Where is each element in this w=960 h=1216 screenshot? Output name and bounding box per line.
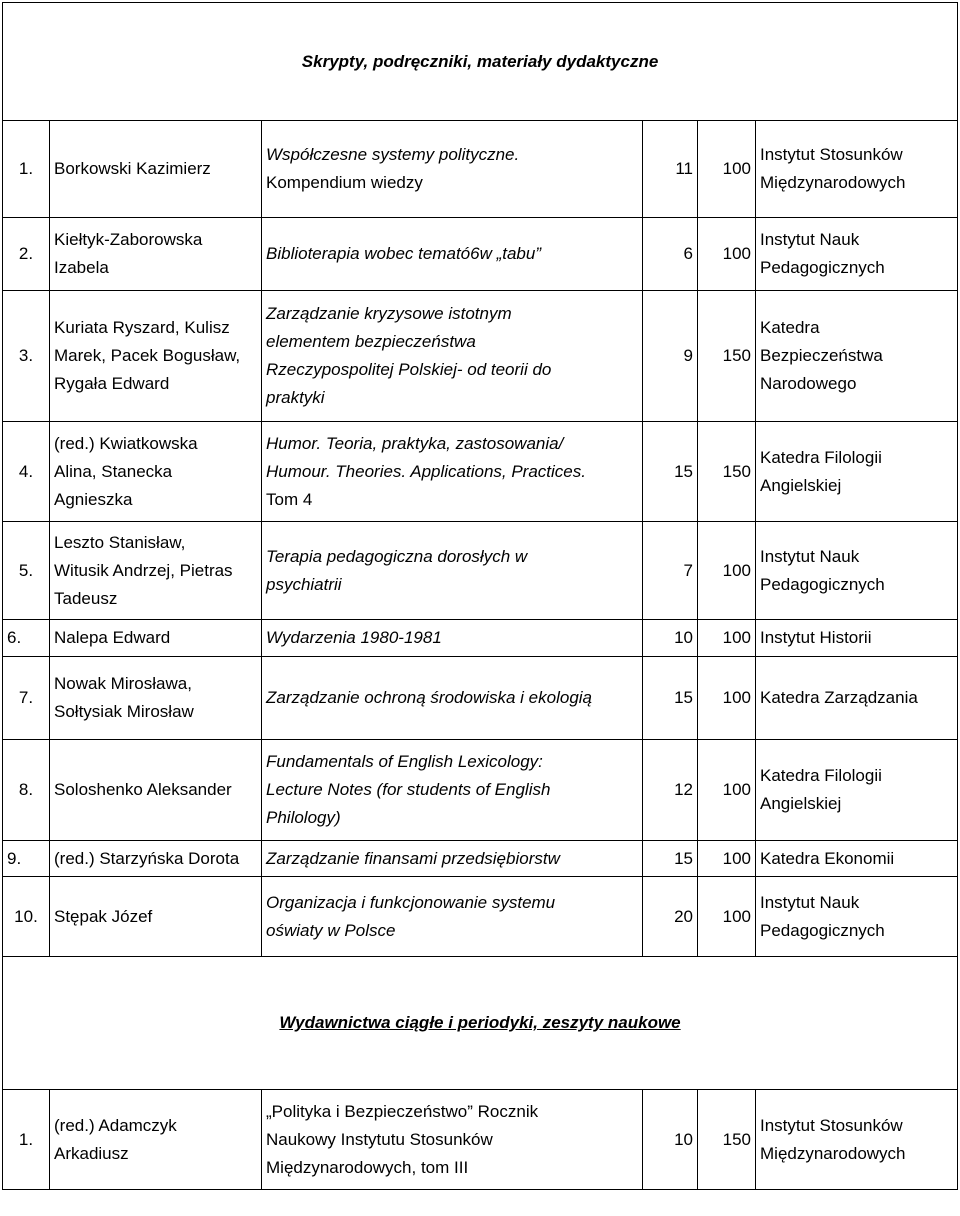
title-line: Tom 4: [266, 489, 313, 509]
copies-cell: 150: [698, 1090, 756, 1190]
sheets-cell: 20: [643, 877, 698, 957]
title-line: „Polityka i Bezpieczeństwo” Rocznik: [266, 1101, 539, 1121]
unit-line: Angielskiej: [760, 794, 842, 813]
unit-cell: [756, 877, 958, 957]
title-cell: [262, 121, 643, 218]
title-line: Naukowy Instytutu Stosunków: [266, 1129, 493, 1149]
copies-cell: 100: [698, 522, 756, 620]
row-number: 6.: [3, 620, 50, 657]
author-line: Nalepa Edward: [54, 628, 171, 647]
table-row: [3, 740, 958, 841]
author-cell: [50, 522, 262, 620]
title-cell: [262, 620, 643, 657]
row-number: 8.: [3, 740, 50, 841]
unit-line: Pedagogicznych: [760, 920, 885, 940]
title-line: elementem bezpieczeństwa: [266, 332, 476, 351]
title-line: Kompendium wiedzy: [266, 173, 423, 192]
sheets-cell: 15: [643, 841, 698, 877]
title-line: Współczesne systemy polityczne.: [266, 145, 520, 164]
publications-table: [2, 2, 958, 1190]
title-line: Zarządzanie ochroną środowiska i ekologią: [266, 688, 593, 707]
title-line: oświaty w Polsce: [266, 920, 396, 940]
row-number: 9.: [3, 841, 50, 877]
unit-line: Katedra Ekonomii: [760, 848, 895, 868]
unit-line: Katedra: [760, 318, 820, 337]
unit-cell: [756, 620, 958, 657]
title-line: Humor. Teoria, praktyka, zastosowania/: [266, 433, 564, 453]
unit-line: Instytut Historii: [760, 628, 872, 647]
unit-cell: [756, 121, 958, 218]
unit-line: Instytut Nauk: [760, 546, 860, 566]
sheets-cell: 6: [643, 218, 698, 291]
unit-cell: [756, 740, 958, 841]
title-cell: [262, 522, 643, 620]
author-line: Agnieszka: [54, 489, 133, 509]
table-row: [3, 522, 958, 620]
unit-cell: [756, 218, 958, 291]
author-line: Alina, Stanecka: [54, 461, 173, 481]
sheets-cell: 11: [643, 121, 698, 218]
table-row: [3, 841, 958, 877]
author-line: Stępak Józef: [54, 906, 153, 926]
author-cell: [50, 291, 262, 422]
copies-cell: 150: [698, 422, 756, 522]
title-line: Philology): [266, 808, 341, 827]
title-line: Lecture Notes (for students of English: [266, 780, 551, 799]
unit-cell: [756, 657, 958, 740]
unit-line: Katedra Filologii: [760, 447, 882, 467]
author-line: Kuriata Ryszard, Kulisz: [54, 318, 230, 337]
sheets-cell: 7: [643, 522, 698, 620]
copies-cell: 100: [698, 877, 756, 957]
table-row: [3, 877, 958, 957]
row-number: 3.: [3, 291, 50, 422]
table-row: [3, 218, 958, 291]
unit-cell: [756, 841, 958, 877]
unit-line: Instytut Nauk: [760, 892, 860, 912]
title-line: Międzynarodowych, tom III: [266, 1157, 469, 1177]
sheets-cell: 12: [643, 740, 698, 841]
author-line: (red.) Starzyńska Dorota: [54, 848, 240, 868]
author-cell: [50, 121, 262, 218]
title-line: Humour. Theories. Applications, Practices.: [266, 461, 586, 481]
unit-cell: [756, 522, 958, 620]
section-title-periodicals: Wydawnictwa ciągłe i periodyki, zeszyty naukowe: [3, 957, 958, 1090]
title-cell: [262, 291, 643, 422]
title-line: Wydarzenia 1980-1981: [266, 628, 442, 647]
unit-line: Międzynarodowych: [760, 173, 906, 192]
unit-line: Instytut Stosunków: [760, 145, 903, 164]
copies-cell: 100: [698, 740, 756, 841]
author-line: Witusik Andrzej, Pietras: [54, 560, 233, 580]
author-cell: [50, 841, 262, 877]
author-line: Tadeusz: [54, 588, 118, 608]
copies-cell: 150: [698, 291, 756, 422]
title-line: Terapia pedagogiczna dorosłych w: [266, 546, 528, 566]
author-line: Izabela: [54, 258, 109, 277]
unit-line: Katedra Zarządzania: [760, 688, 918, 707]
unit-line: Narodowego: [760, 374, 857, 393]
unit-line: Instytut Nauk: [760, 230, 860, 249]
title-cell: [262, 218, 643, 291]
row-number: 7.: [3, 657, 50, 740]
author-line: Marek, Pacek Bogusław,: [54, 346, 241, 365]
sheets-cell: 9: [643, 291, 698, 422]
table-row: [3, 657, 958, 740]
author-line: Arkadiusz: [54, 1143, 129, 1163]
table-row: [3, 121, 958, 218]
row-number: 1.: [3, 121, 50, 218]
author-line: Soloshenko Aleksander: [54, 780, 232, 799]
author-line: Sołtysiak Mirosław: [54, 702, 194, 721]
unit-line: Angielskiej: [760, 475, 842, 495]
sheets-cell: 10: [643, 1090, 698, 1190]
title-cell: [262, 657, 643, 740]
copies-cell: 100: [698, 620, 756, 657]
table-row: [3, 291, 958, 422]
row-number: 4.: [3, 422, 50, 522]
title-cell: [262, 877, 643, 957]
author-cell: [50, 1090, 262, 1190]
section-header-row: [3, 957, 958, 1090]
table-row: [3, 620, 958, 657]
title-line: Zarządzanie kryzysowe istotnym: [266, 304, 512, 323]
author-line: Nowak Mirosława,: [54, 674, 192, 693]
unit-line: Katedra Filologii: [760, 766, 882, 785]
title-line: Rzeczypospolitej Polskiej- od teorii do: [266, 360, 552, 379]
section-title-textbooks: Skrypty, podręczniki, materiały dydaktyczne: [3, 3, 958, 121]
unit-line: Instytut Stosunków: [760, 1115, 903, 1135]
author-line: Rygała Edward: [54, 374, 170, 393]
author-line: (red.) Kwiatkowska: [54, 433, 198, 453]
unit-line: Pedagogicznych: [760, 258, 885, 277]
title-line: Biblioterapia wobec temató6w „tabu”: [266, 244, 541, 263]
row-number: 1.: [3, 1090, 50, 1190]
author-cell: [50, 740, 262, 841]
sheets-cell: 15: [643, 657, 698, 740]
author-cell: [50, 657, 262, 740]
copies-cell: 100: [698, 121, 756, 218]
title-line: praktyki: [266, 388, 325, 407]
title-cell: [262, 841, 643, 877]
section-header-row: [3, 3, 958, 121]
author-cell: [50, 422, 262, 522]
unit-cell: [756, 291, 958, 422]
unit-cell: [756, 422, 958, 522]
author-cell: [50, 877, 262, 957]
title-line: Fundamentals of English Lexicology:: [266, 752, 543, 771]
title-line: psychiatrii: [266, 574, 342, 594]
title-line: Organizacja i funkcjonowanie systemu: [266, 892, 556, 912]
unit-line: Pedagogicznych: [760, 574, 885, 594]
unit-line: Bezpieczeństwa: [760, 346, 883, 365]
table-row: [3, 422, 958, 522]
row-number: 5.: [3, 522, 50, 620]
author-line: Leszto Stanisław,: [54, 532, 186, 552]
unit-cell: [756, 1090, 958, 1190]
row-number: 2.: [3, 218, 50, 291]
table-row: [3, 1090, 958, 1190]
title-line: Zarządzanie finansami przedsiębiorstw: [266, 848, 560, 868]
author-line: Borkowski Kazimierz: [54, 159, 211, 178]
row-number: 10.: [3, 877, 50, 957]
sheets-cell: 15: [643, 422, 698, 522]
copies-cell: 100: [698, 657, 756, 740]
title-cell: [262, 1090, 643, 1190]
author-line: (red.) Adamczyk: [54, 1115, 177, 1135]
author-line: Kiełtyk-Zaborowska: [54, 230, 203, 249]
title-cell: [262, 422, 643, 522]
copies-cell: 100: [698, 218, 756, 291]
author-cell: [50, 620, 262, 657]
author-cell: [50, 218, 262, 291]
sheets-cell: 10: [643, 620, 698, 657]
copies-cell: 100: [698, 841, 756, 877]
unit-line: Międzynarodowych: [760, 1143, 906, 1163]
title-cell: [262, 740, 643, 841]
